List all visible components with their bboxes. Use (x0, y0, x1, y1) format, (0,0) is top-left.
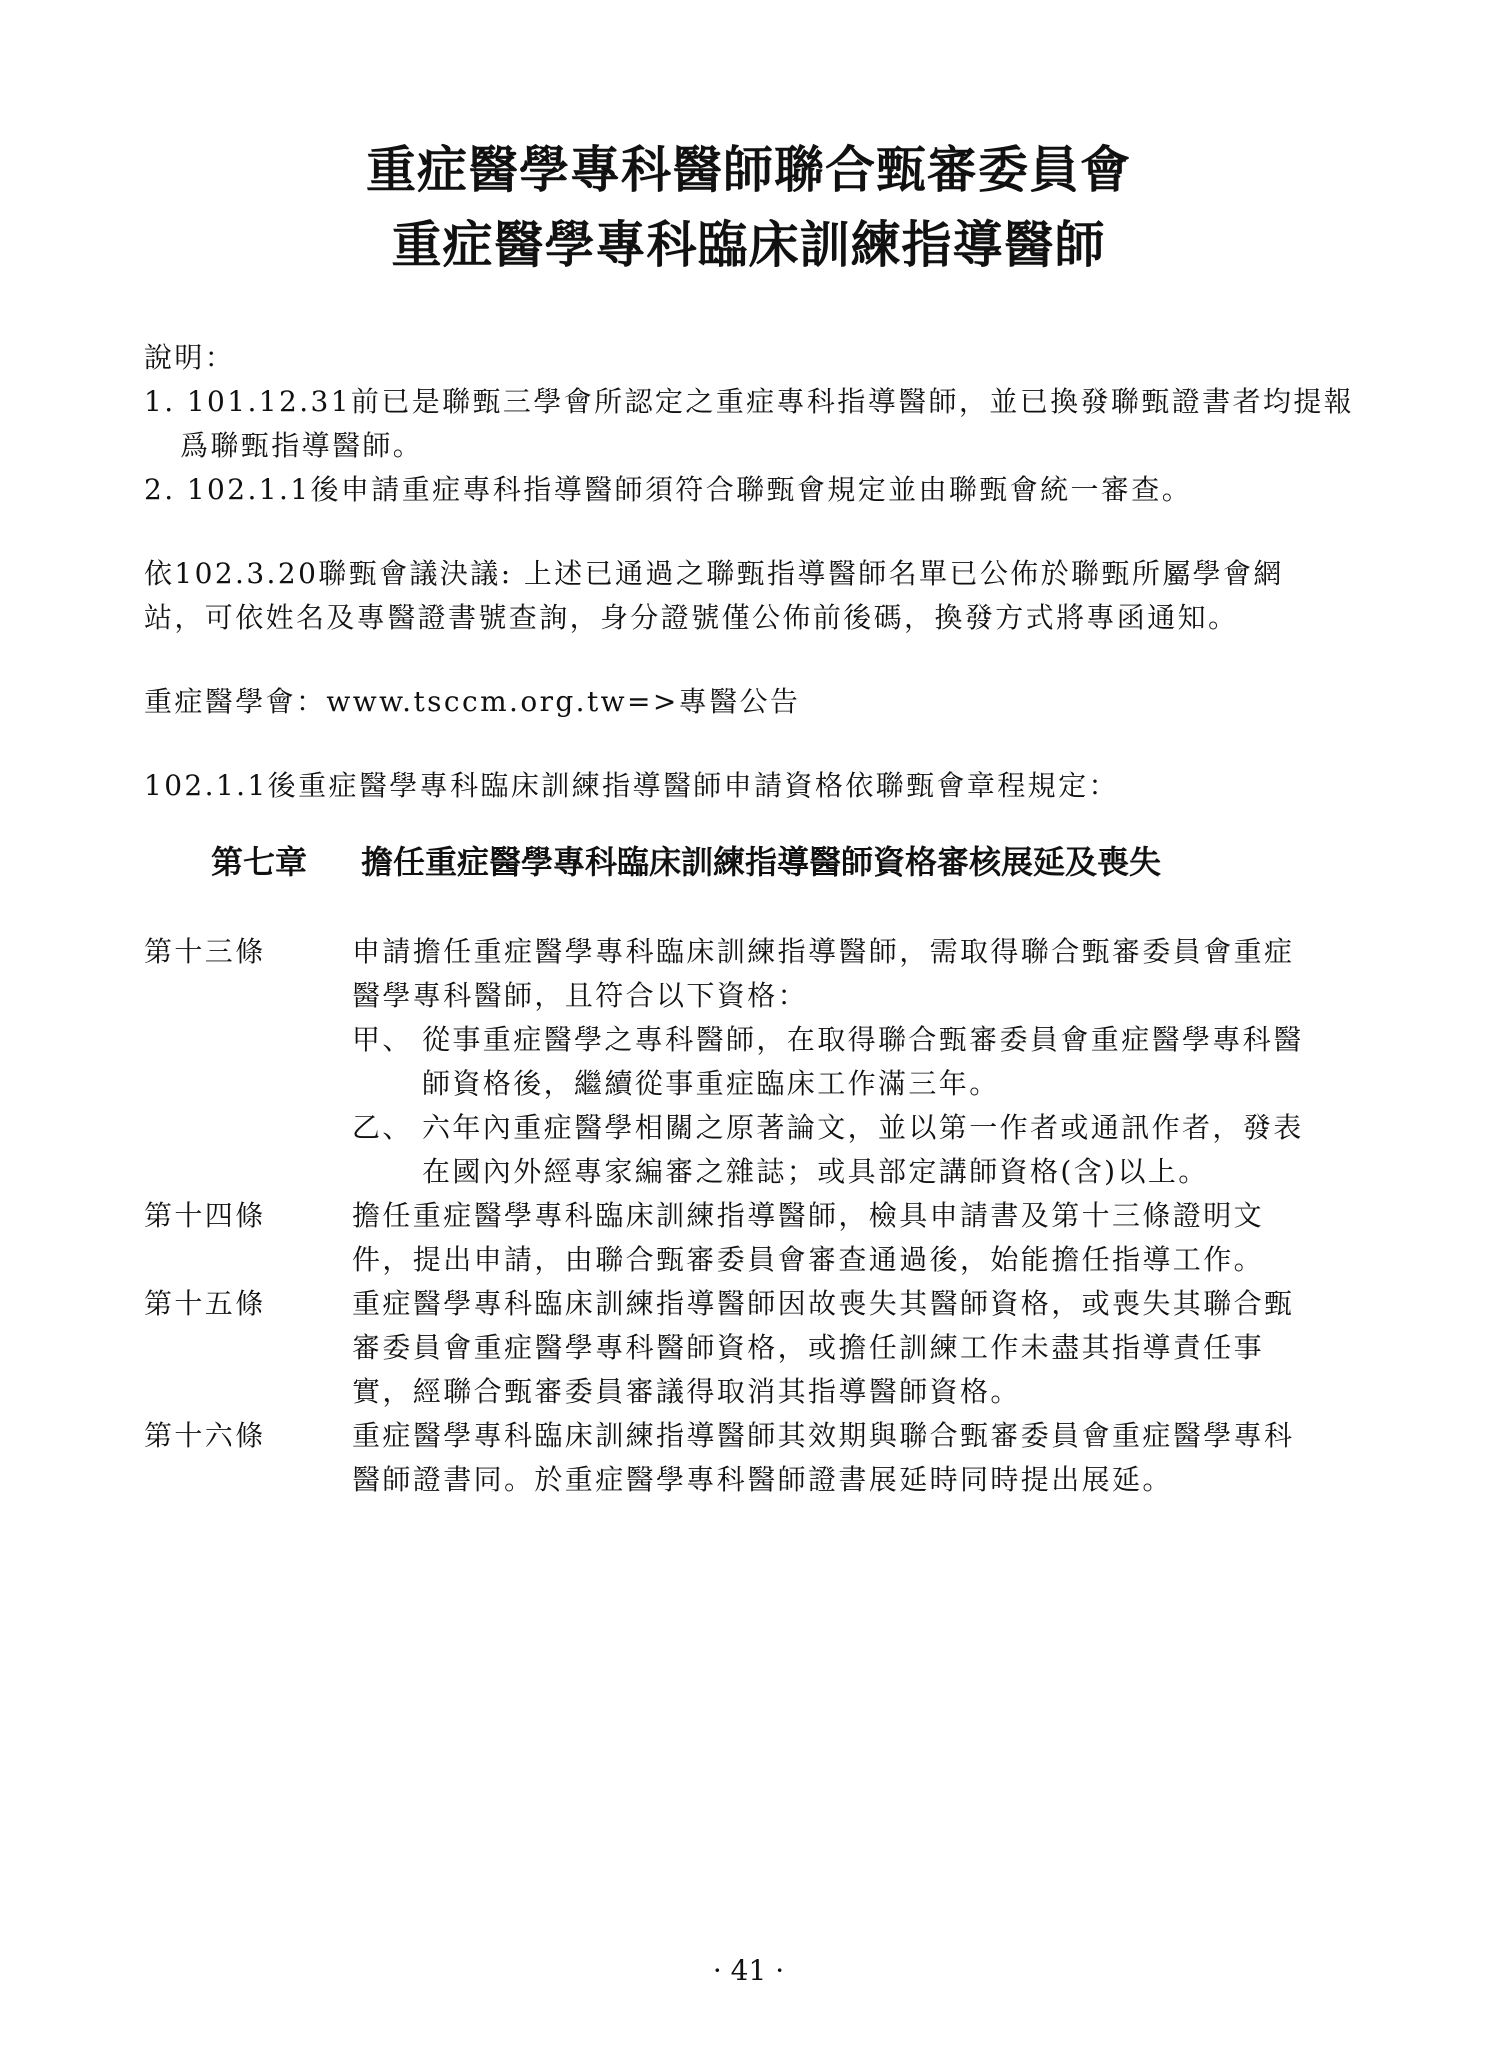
explanation-item-1: 1. 101.12.31前已是聯甄三學會所認定之重症專科指導醫師，並已換發聯甄證書者均提報 (144, 385, 1355, 418)
explanation-item-2: 2. 102.1.1後申請重症專科指導醫師須符合聯甄會規定並由聯甄會統一審查。 (144, 473, 1193, 506)
explanation-heading: 說明： (144, 341, 236, 374)
page-number: · 41 · (712, 1954, 785, 1987)
intro-paragraph: 102.1.1後重症醫學專科臨床訓練指導醫師申請資格依聯甄會章程規定： (144, 769, 1119, 802)
title-line-2: 重症醫學專科臨床訓練指導醫師 (391, 216, 1106, 274)
subitem-mark: 乙、 (352, 1111, 413, 1144)
subitem-line: 六年內重症醫學相關之原著論文，並以第一作者或通訊作者，發表 (422, 1111, 1304, 1144)
resolution-line-2: 站，可依姓名及專醫證書號查詢，身分證號僅公佈前後碼，換發方式將專函通知。 (144, 601, 1239, 634)
article-line: 擔任重症醫學專科臨床訓練指導醫師，檢具申請書及第十三條證明文 (352, 1199, 1265, 1232)
article-label: 第十三條 (144, 935, 266, 968)
article-line: 件，提出申請，由聯合甄審委員會審查通過後，始能擔任指導工作。 (352, 1243, 1265, 1276)
chapter-title: 擔任重症醫學專科臨床訓練指導醫師資格審核展延及喪失 (361, 843, 1162, 881)
article-line: 重症醫學專科臨床訓練指導醫師因故喪失其醫師資格，或喪失其聯合甄 (352, 1287, 1295, 1320)
article-line: 醫師證書同。於重症醫學專科醫師證書展延時同時提出展延。 (352, 1463, 1173, 1496)
article-line: 重症醫學專科臨床訓練指導醫師其效期與聯合甄審委員會重症醫學專科 (352, 1419, 1295, 1452)
chapter-number: 第七章 (211, 843, 308, 881)
article-label: 第十六條 (144, 1419, 266, 1452)
subitem-mark: 甲、 (352, 1023, 413, 1056)
article-label: 第十五條 (144, 1287, 266, 1320)
explanation-item-1-continued: 爲聯甄指導醫師。 (180, 429, 424, 462)
subitem-line: 師資格後，繼續從事重症臨床工作滿三年。 (422, 1067, 1000, 1100)
website-reference: 重症醫學會：www.tsccm.org.tw=>專醫公告 (144, 685, 801, 718)
subitem-line: 從事重症醫學之專科醫師，在取得聯合甄審委員會重症醫學專科醫 (422, 1023, 1304, 1056)
article-line: 醫學專科醫師，且符合以下資格： (352, 979, 809, 1012)
article-line: 實，經聯合甄審委員審議得取消其指導醫師資格。 (352, 1375, 1021, 1408)
chapter-heading (211, 838, 1161, 886)
subitem-line: 在國內外經專家編審之雜誌；或具部定講師資格(含)以上。 (422, 1155, 1209, 1188)
article-line: 審委員會重症醫學專科醫師資格，或擔任訓練工作未盡其指導責任事 (352, 1331, 1265, 1364)
article-label: 第十四條 (144, 1199, 266, 1232)
article-line: 申請擔任重症醫學專科臨床訓練指導醫師，需取得聯合甄審委員會重症 (352, 935, 1295, 968)
resolution-line-1: 依102.3.20聯甄會議決議: 上述已通過之聯甄指導醫師名單已公佈於聯甄所屬學會網 (144, 557, 1284, 590)
title-line-1: 重症醫學專科醫師聯合甄審委員會 (366, 141, 1131, 199)
